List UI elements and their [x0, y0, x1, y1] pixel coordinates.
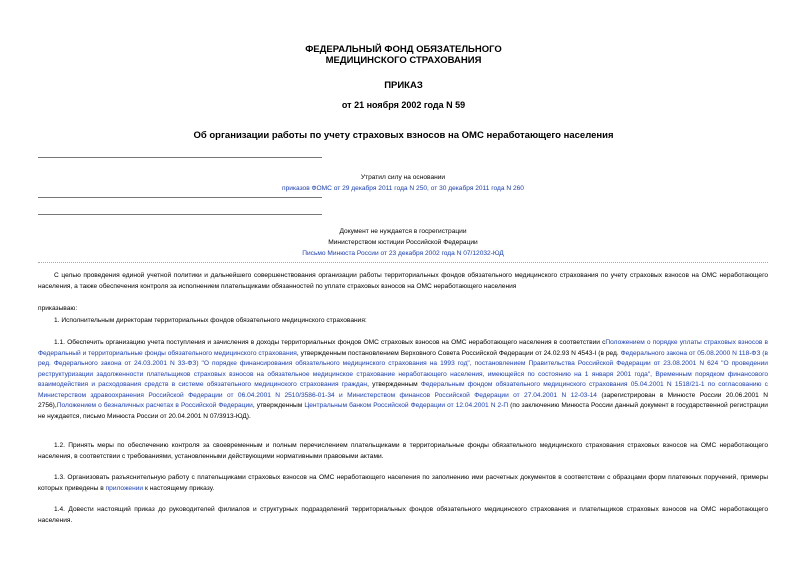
paragraph-1-4: 1.4. Довести настоящий приказ до руководителей филиалов и структурных подразделений территориальных фондов обязательного медицинского страхования и плательщиков страховых взносов на ОМС неработающего населения.: [38, 506, 768, 524]
paragraph-1-1-text-f: (по заключению Минюста России данный документ в государственной регистрации не нуждается, письмо Минюста России от 20.04.2001 N 07/3913-ЮД).: [38, 402, 768, 420]
regulation-link-3[interactable]: Федеральным фондом обязательного медицинского страхования 05.04.2001 N 1518/21-1 по согласованию с Министерством здравоохранения Российской Федерации от 06.04.2001 N 2510/3586-01-34 и Министерством финансов Российской Федерации от 27.04.2001 N 12-03-14: [38, 381, 768, 399]
paragraph-1-1-text-b: , утвержденным постановлением Верховного Совета Российской Федерации от 24.02.93 N 4543-I (в ред.: [296, 349, 619, 357]
registration-note: [38, 226, 768, 259]
regulation-link-2[interactable]: Федерального закона от 05.08.2000 N 118-ФЗ (в ред. Федерального закона от 24.03.2001 N 33-ФЗ) "О порядке финансирования обязательного медицинского страхования на 1993 год", постановлением Правительства Российской Федерации от 23.08.2001 N 624 "О проведении реструктуризации задолженности плательщиков страховых взносов на обязательное медицинское страхование неработающего населения, имеющейся по состоянию на 1 января 2001 года", Временным порядком финансового взаимодействия и расходования средств в системе обязательного медицинского страхования граждан: [38, 349, 768, 388]
paragraph-1-3: [38, 473, 768, 494]
divider: [38, 262, 768, 263]
regulation-link-4[interactable]: Положением о безналичных расчетах в Российской Федерации: [56, 402, 253, 409]
order-word: приказываю:: [38, 305, 78, 312]
paragraph-1-3-text-a: 1.3. Организовать разъяснительную работу с плательщиками страховых взносов на ОМС неработающего населения по заполнению ими расчетных документов в соответствии с образцами форм платежных поручений, примеры которых приведены в: [38, 474, 768, 492]
document-type: ПРИКАЗ: [384, 80, 423, 91]
paragraph-1-1-text-d: (зарегистрирован в Минюсте России 20.06.2001 N 2756),: [38, 391, 768, 409]
regulation-link-5[interactable]: Центральным банком Российской Федерации от 12.04.2001 N 2-П: [304, 402, 509, 409]
paragraph-1-2: 1.2. Принять меры по обеспечению контроля за своевременным и полным перечислением плательщиками в территориальные фонды обязательного медицинского страхования страховых взносов на ОМС неработающего населения, в соответствии с требованиями, установленными действующими нормативными правовыми актами.: [38, 442, 768, 460]
organization-line-2: МЕДИЦИНСКОГО СТРАХОВАНИЯ: [325, 55, 482, 66]
divider: [38, 157, 322, 158]
paragraph-1-3-text-b: к настоящему приказу.: [143, 484, 215, 492]
paragraph-1: 1. Исполнительным директорам территориальных фондов обязательного медицинского страхования:: [54, 317, 367, 324]
organization-line-1: ФЕДЕРАЛЬНЫЙ ФОНД ОБЯЗАТЕЛЬНОГО: [305, 44, 502, 55]
paragraph-1-1-text-c: , утвержденным: [367, 381, 418, 388]
appendix-link[interactable]: приложении: [105, 484, 144, 492]
paragraph-1-1-text-e: , утвержденным: [252, 402, 303, 409]
status-note-link[interactable]: приказов ФОМС от 29 декабря 2011 года N 250, от 30 декабря 2011 года N 260: [282, 185, 524, 192]
paragraph-1-1: [38, 338, 768, 422]
status-note: [38, 172, 768, 194]
organization-name: [0, 44, 807, 66]
regulation-link-1[interactable]: Положением о порядке уплаты страховых взносов в Федеральный и территориальные фонды обязательного медицинского страхования: [38, 339, 768, 357]
divider: [38, 214, 322, 215]
document-date: от 21 ноября 2002 года N 59: [341, 100, 466, 110]
registration-note-line-2: Министерством юстиции Российской Федерации: [328, 239, 478, 246]
registration-note-line-1: Документ не нуждается в госрегистрации: [339, 228, 467, 235]
registration-note-link[interactable]: Письмо Минюста России от 23 декабря 2002 года N 07/12032-ЮД: [302, 250, 504, 257]
status-note-line-1: Утратил силу на основании: [360, 174, 446, 181]
intro-paragraph: С целью проведения единой учетной политики и дальнейшего совершенствования организации работы территориальных фондов обязательного медицинского страхования по учету страховых взносов на ОМС неработающего населения, а также обеспечения контроля за исполнением плательщиками обязанностей по уплате страховых взносов на ОМС неработающего населения: [38, 272, 768, 290]
document-title: Об организации работы по учету страховых взносов на ОМС неработающего населения: [193, 130, 614, 141]
paragraph-1-1-text-a: 1.1. Обеспечить организацию учета поступления и зачисления в доходы территориальных фондов ОМС страховых взносов на ОМС неработающего населения в соответствии с: [54, 339, 606, 346]
divider: [38, 197, 322, 198]
